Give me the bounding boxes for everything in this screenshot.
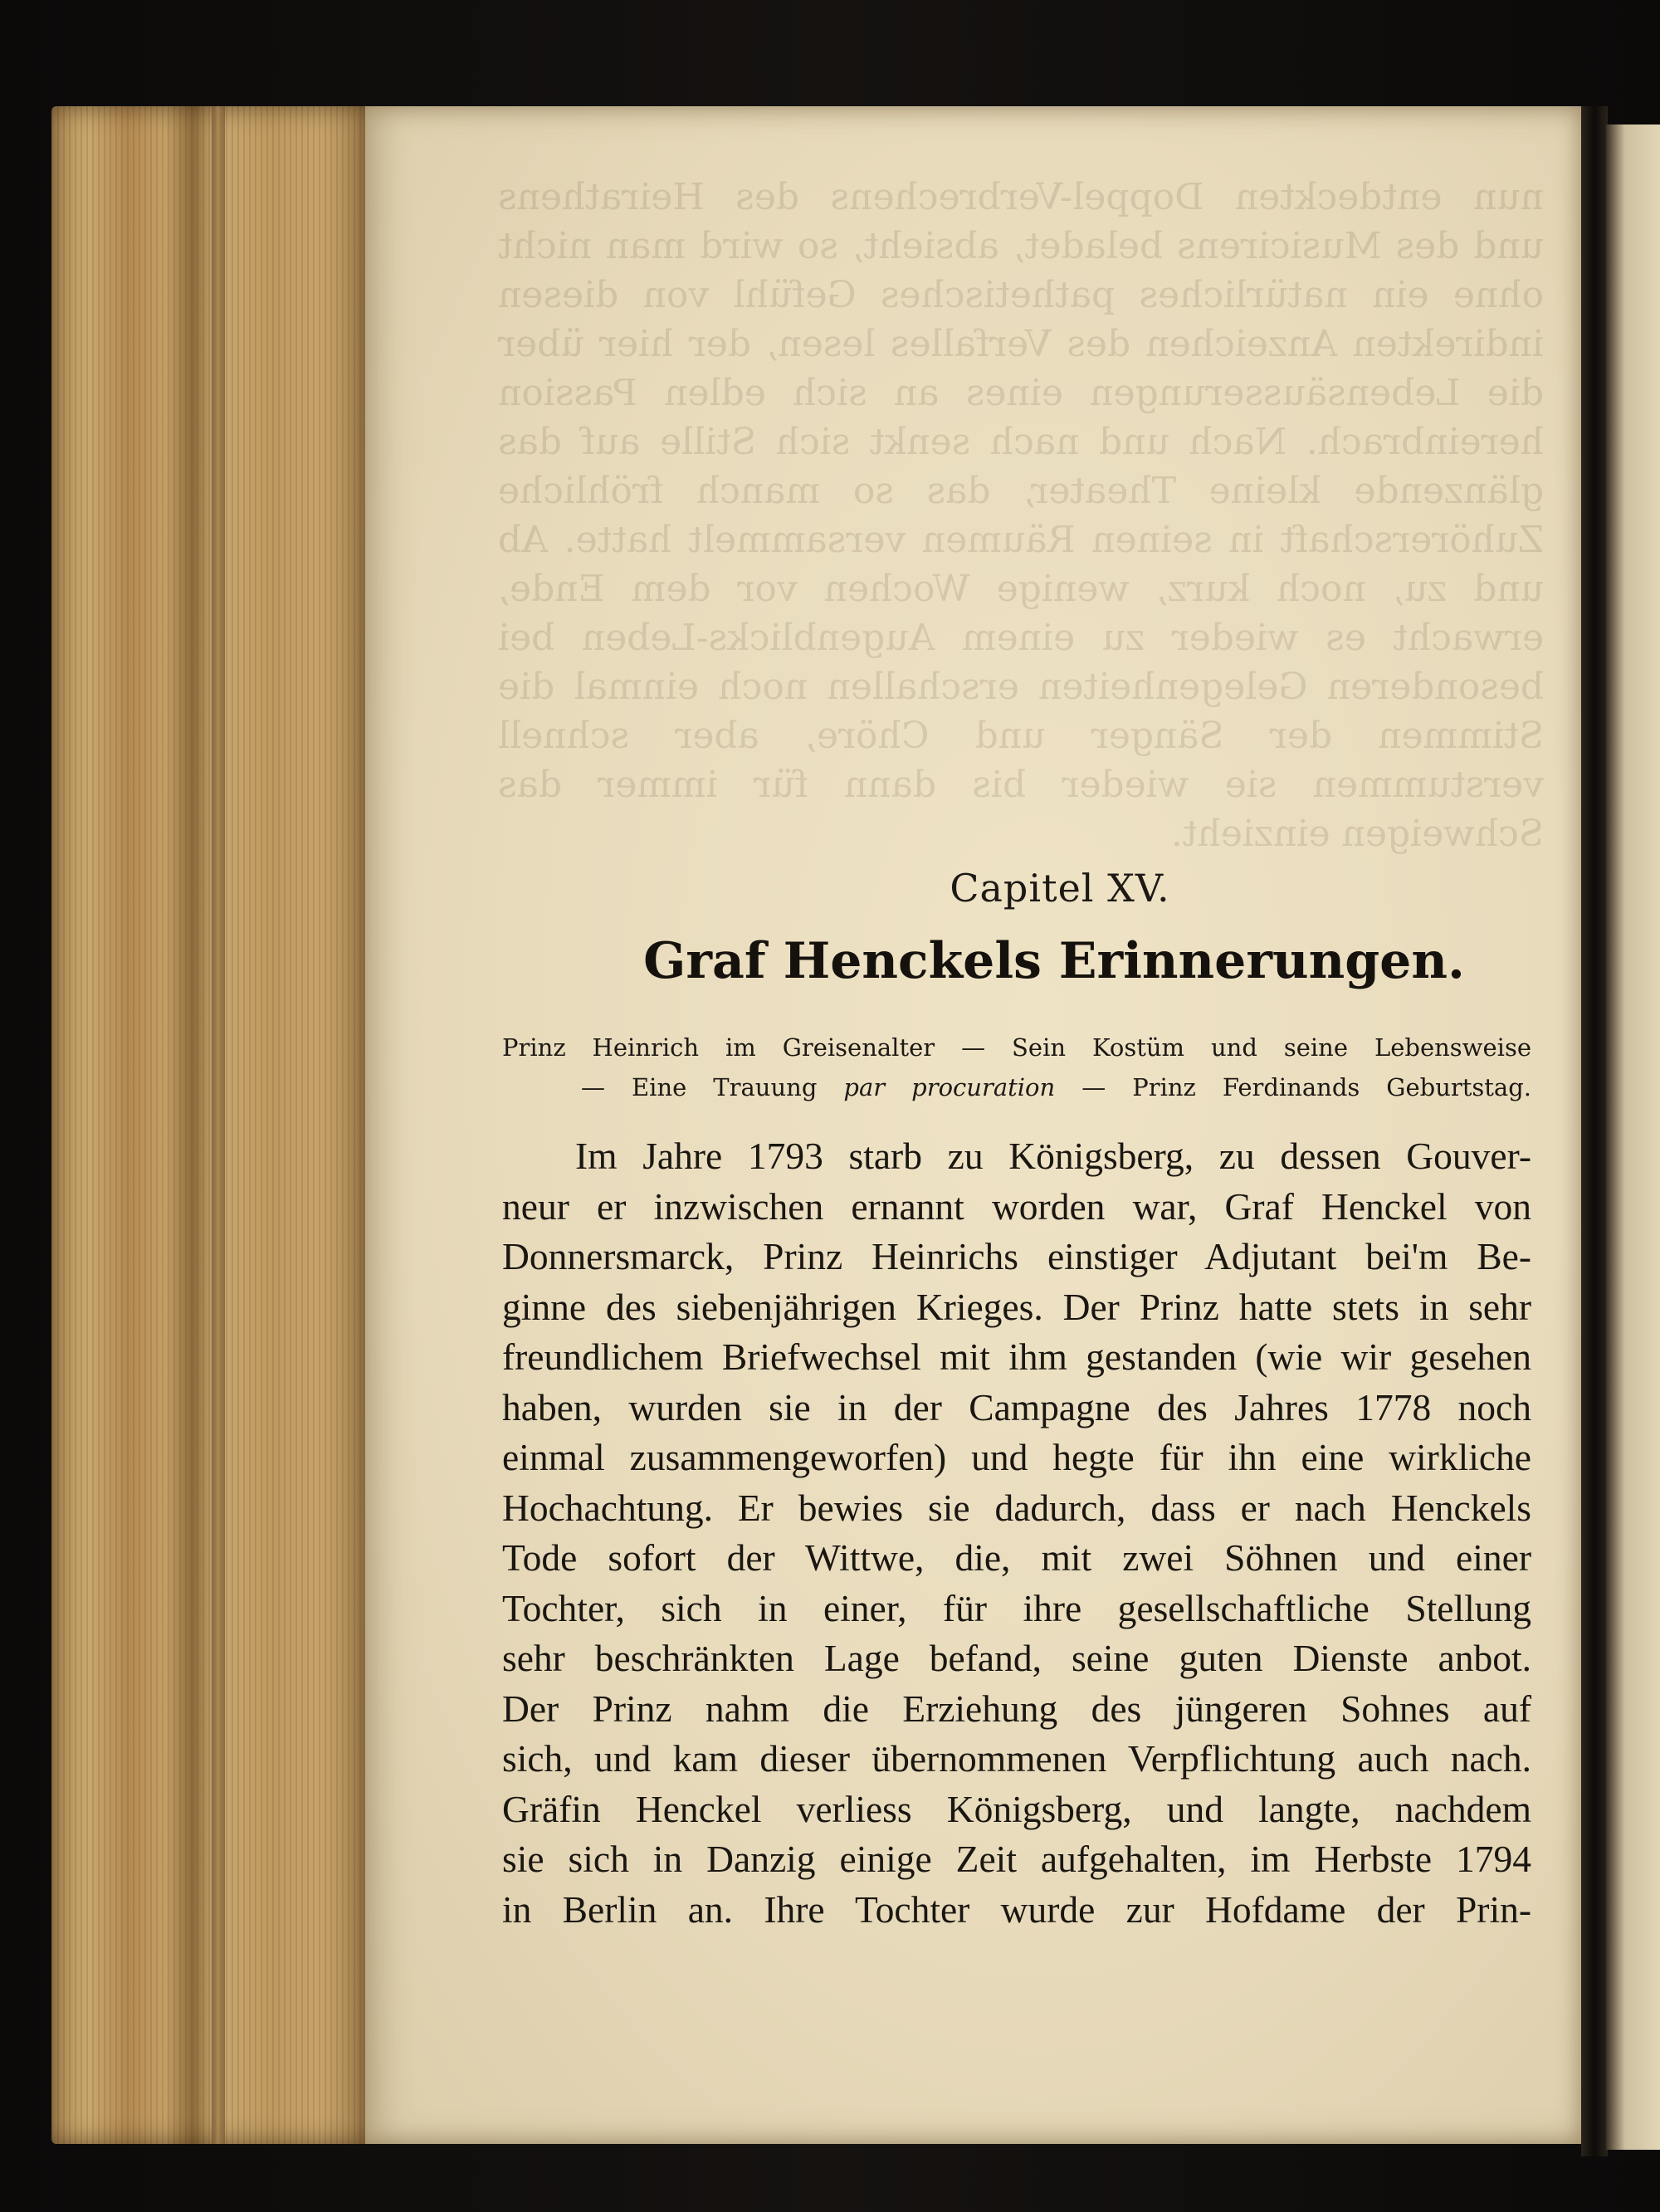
text-line: sie sich in Danzig einige Zeit aufgehalten, im Herbste 1794 xyxy=(502,1838,1531,1880)
bleed-through-texture: nun entdeckten Doppel-Verbrechens des Heirathens und des Musicirens beladet, absieht, so wird man nicht ohne ein natürliches pathetisches Gefühl von diesen indirekten Anzeichen des Verfalles lesen, der hier über die Lebensäusserungen eines an sich edlen Passion hereinbrach. Nach und nach senkt sich Stille auf das glänzende kleine Theater, das so manch fröhliche Zuhörerschaft in seinen Räumen versammelt hatte. Ab und zu, noch kurz, wenige Wochen vor dem Ende, erwacht es wieder zu einem Augenblicks-Leben bei besonderen Gelegenheiten erschallen noch einmal die Stimmen der Sänger und Chöre, aber schnell verstummen sie wieder bis dann für immer das Schweigen einzieht. xyxy=(498,176,1544,855)
text-line: Im Jahre 1793 starb zu Königsberg, zu dessen Gouver- xyxy=(575,1135,1531,1177)
summary-italic-phrase: par procuration xyxy=(843,1073,1056,1101)
text-line: in Berlin an. Ihre Tochter wurde zur Hofdame der Prin- xyxy=(502,1887,1531,1931)
facing-page-edge xyxy=(1606,125,1660,2150)
text-line: ginne des siebenjährigen Krieges. Der Prinz hatte stets in sehr xyxy=(502,1285,1531,1328)
text-line: haben, wurden sie in der Campagne des Jahres 1778 noch xyxy=(502,1385,1531,1428)
text-line: Donnersmarck, Prinz Heinrichs einstiger Adjutant bei'm Be- xyxy=(502,1235,1531,1277)
chapter-number: Capitel XV. xyxy=(950,866,1170,911)
book-gutter xyxy=(1581,106,1608,2156)
text-line: sich, und kam dieser übernommenen Verpflichtung auch nach. xyxy=(502,1737,1531,1780)
body-paragraph xyxy=(502,1131,1531,1935)
text-line: einmal zusammengeworfen) und hegte für ihn eine wirkliche xyxy=(502,1436,1531,1478)
book-page-edges xyxy=(51,106,367,2144)
text-line: sehr beschränkten Lage befand, seine guten Dienste anbot. xyxy=(502,1637,1531,1679)
text-line: Gräfin Henckel verliess Königsberg, und langte, nachdem xyxy=(502,1787,1531,1830)
chapter-title: Graf Henckels Erinnerungen. xyxy=(643,932,1465,990)
summary-segment: — Prinz Ferdinands Geburtstag. xyxy=(1081,1073,1532,1101)
summary-line: Prinz Heinrich im Greisenalter — Sein Kostüm und seine Lebensweise xyxy=(502,1033,1531,1062)
summary-line xyxy=(502,1067,1531,1107)
summary-segment: — Eine Trauung xyxy=(581,1073,818,1101)
text-line: Hochachtung. Er bewies sie dadurch, dass er nach Henckels xyxy=(502,1486,1531,1529)
chapter-summary xyxy=(502,1028,1531,1107)
book-page xyxy=(365,106,1585,2144)
text-line: neur er inzwischen ernannt worden war, Graf Henckel von xyxy=(502,1184,1531,1228)
book-edge-seam xyxy=(212,106,225,2144)
text-line: Der Prinz nahm die Erziehung des jüngeren Sohnes auf xyxy=(502,1687,1531,1730)
text-line: freundlichem Briefwechsel mit ihm gestanden (wie wir gesehen xyxy=(502,1336,1531,1378)
text-line: Tode sofort der Wittwe, die, mit zwei Söhnen und einer xyxy=(502,1536,1531,1579)
text-line: Tochter, sich in einer, für ihre gesellschaftliche Stellung xyxy=(502,1586,1531,1629)
